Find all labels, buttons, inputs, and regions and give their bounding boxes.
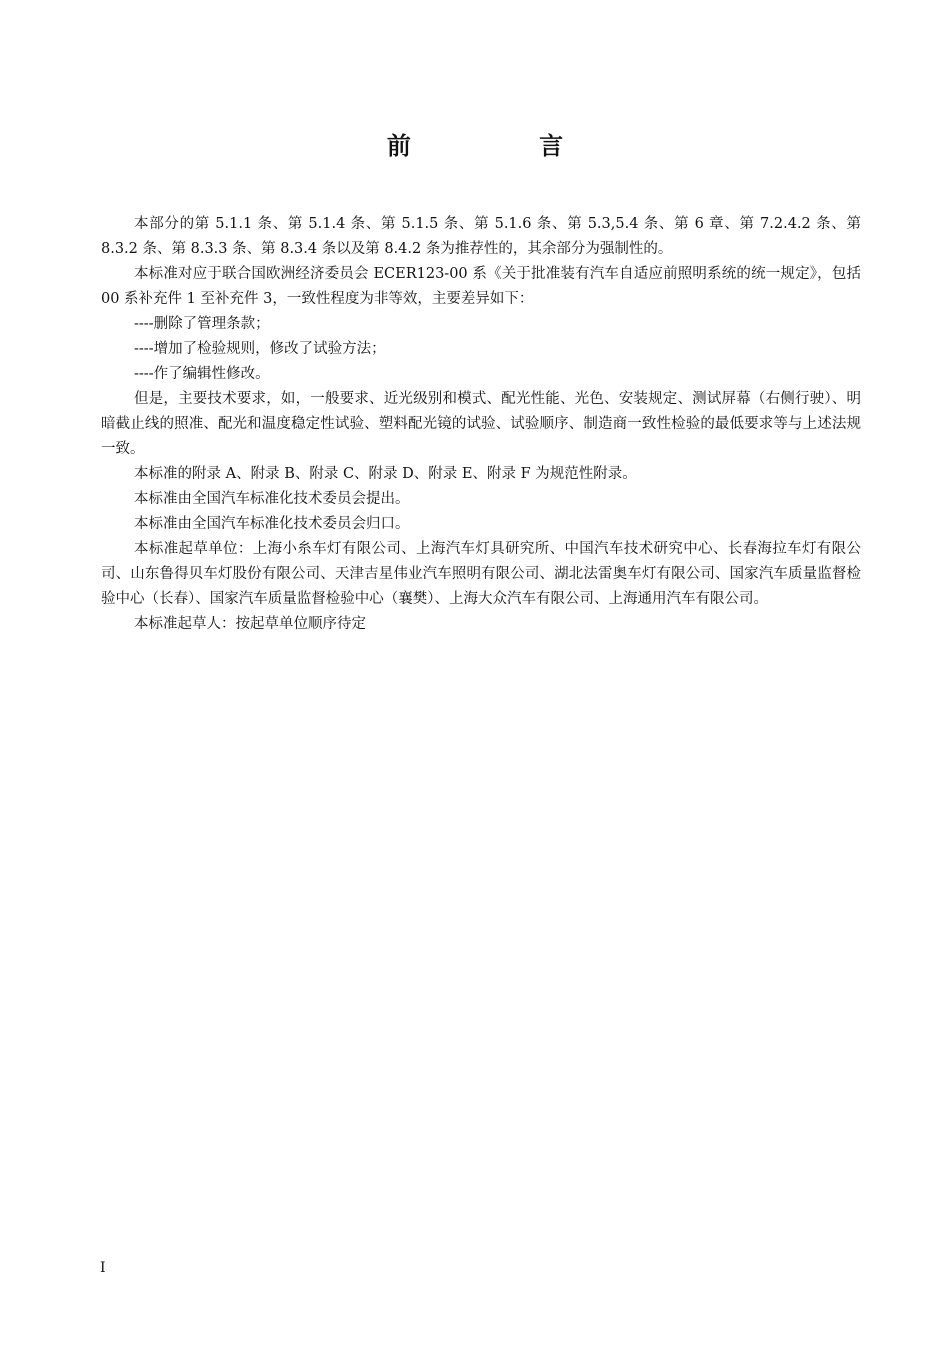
page-title: 前 言 <box>386 131 624 160</box>
paragraph-correspondence: 本标准对应于联合国欧洲经济委员会 ECER123-00 系《关于批准装有汽车自适应前照明系统的统一规定》，包括 00 系补充件 1 至补充件 3，一致性程度为非等效，主要差异如下： <box>101 266 861 307</box>
paragraph-drafters: 本标准起草人：按起草单位顺序待定 <box>134 616 366 632</box>
paragraph-annexes: 本标准的附录 A、附录 B、附录 C、附录 D、附录 E、附录 F 为规范性附录。 <box>134 466 637 482</box>
paragraph-centralized-by: 本标准由全国汽车标准化技术委员会归口。 <box>134 516 410 532</box>
list-item-difference-3: ----作了编辑性修改。 <box>134 366 270 382</box>
list-item-difference-2: ----增加了检验规则，修改了试验方法； <box>134 341 386 357</box>
page-number: I <box>100 1260 106 1276</box>
paragraph-drafting-units: 本标准起草单位：上海小糸车灯有限公司、上海汽车灯具研究所、中国汽车技术研究中心、长春海拉车灯有限公司、山东鲁得贝车灯股份有限公司、天津吉星伟业汽车照明有限公司、湖北法雷奥车灯有限公司、国家汽车质量监督检验中心（长春）、国家汽车质量监督检验中心（襄樊）、上海大众汽车有限公司、上海通用汽车有限公司。 <box>101 541 861 607</box>
paragraph-technical-requirements: 但是，主要技术要求，如，一般要求、近光级别和模式、配光性能、光色、安装规定、测试屏幕（右侧行驶）、明暗截止线的照准、配光和温度稳定性试验、塑料配光镜的试验、试验顺序、制造商一致性检验的最低要求等与上述法规一致。 <box>101 391 861 457</box>
list-item-difference-1: ----删除了管理条款； <box>134 316 270 332</box>
document-body <box>101 212 861 637</box>
paragraph-proposed-by: 本标准由全国汽车标准化技术委员会提出。 <box>134 491 410 507</box>
paragraph-scope: 本部分的第 5.1.1 条、第 5.1.4 条、第 5.1.5 条、第 5.1.6 条、第 5.3,5.4 条、第 6 章、第 7.2.4.2 条、第 8.3.2 条、第 8.3.3 条、第 8.3.4 条以及第 8.4.2 条为推荐性的，其余部分为强制性的。 <box>101 216 861 257</box>
